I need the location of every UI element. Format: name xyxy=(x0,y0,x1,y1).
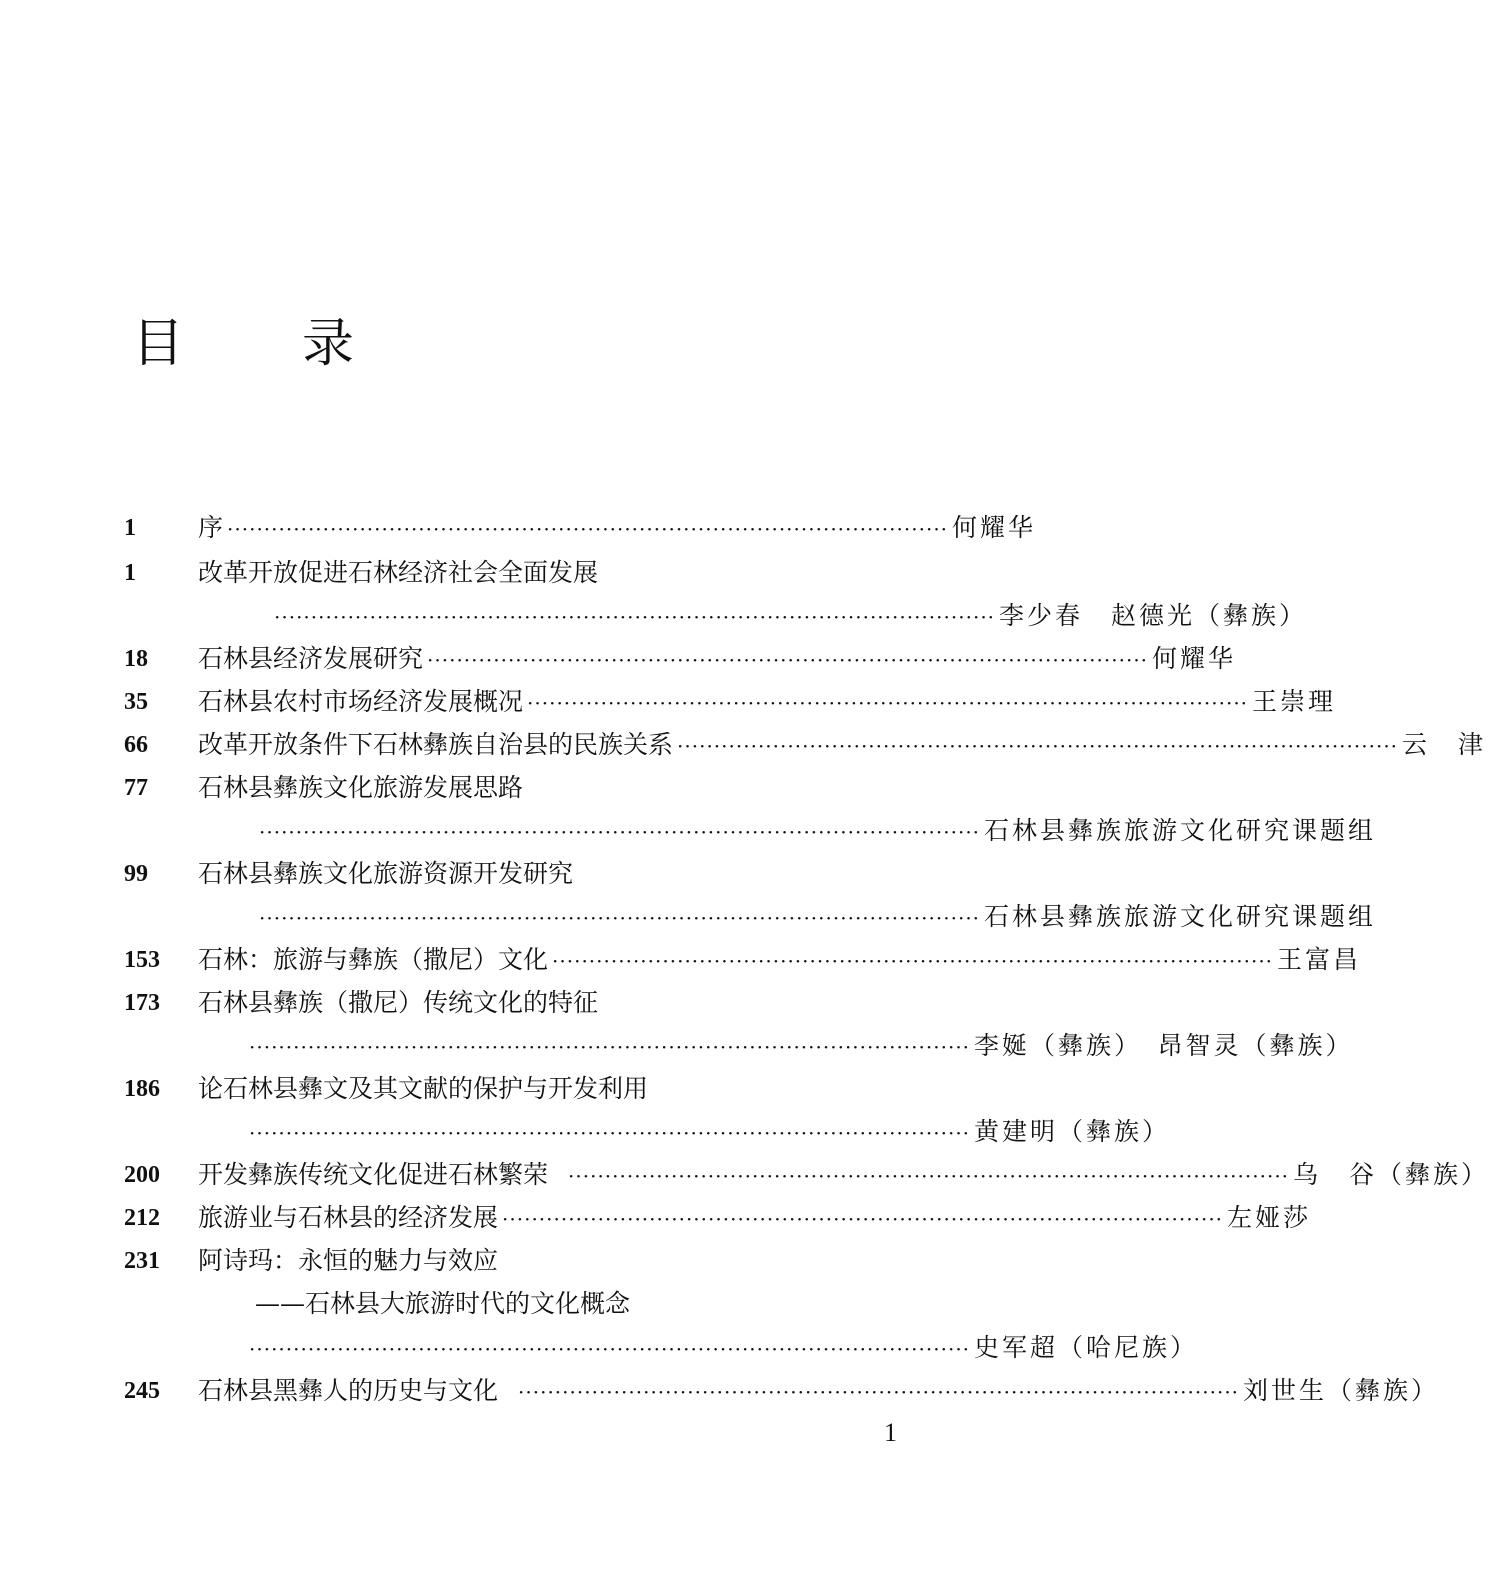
toc-entry-continuation xyxy=(0,596,1308,636)
entry-title: 论石林县彝文及其文献的保护与开发利用 xyxy=(198,1074,649,1103)
entry-author: 云 津 xyxy=(1402,730,1487,759)
toc-entry xyxy=(0,639,1237,679)
toc-entry-continuation xyxy=(0,897,1377,937)
toc-entry-continuation xyxy=(0,1328,1199,1368)
entry-page: 200 xyxy=(124,1162,160,1188)
leader-dots: ·································································································· xyxy=(518,1380,1240,1404)
leader-dots: ·································································································· xyxy=(259,820,981,844)
entry-author: 史军超（哈尼族） xyxy=(974,1333,1199,1362)
entry-author: 李少春 赵德光（彝族） xyxy=(999,601,1308,630)
toc-entry xyxy=(0,854,1061,894)
entry-page: 245 xyxy=(124,1378,160,1404)
entry-page: 212 xyxy=(124,1205,160,1231)
leader-dots: ·································································································· xyxy=(527,691,1249,715)
toc-heading xyxy=(132,314,355,374)
entry-author: 何耀华 xyxy=(952,513,1037,542)
entry-page: 1 xyxy=(124,560,136,586)
leader-dots: ·································································································· xyxy=(502,1207,1224,1231)
entry-title: 石林县彝族（撒尼）传统文化的特征 xyxy=(198,988,599,1017)
leader-dots: ·································································································· xyxy=(568,1164,1290,1188)
toc-entry xyxy=(0,1241,1061,1281)
leader-dots: ·································································································· xyxy=(274,605,996,629)
entry-title: 石林：旅游与彝族（撒尼）文化 xyxy=(198,945,549,974)
entry-author: 王崇理 xyxy=(1252,687,1337,716)
entry-title: 石林县经济发展研究 xyxy=(198,644,424,673)
leader-dots: ·································································································· xyxy=(227,517,949,541)
toc-entry xyxy=(0,768,1061,808)
entry-page: 35 xyxy=(124,689,148,715)
entry-author: 石林县彝族旅游文化研究课题组 xyxy=(984,902,1377,931)
entry-title: 开发彝族传统文化促进石林繁荣 xyxy=(198,1160,549,1189)
entry-author: 左娅莎 xyxy=(1227,1203,1312,1232)
toc-entry xyxy=(0,1069,1061,1109)
entry-title: 改革开放促进石林经济社会全面发展 xyxy=(198,558,599,587)
entry-title: 序 xyxy=(198,513,224,542)
toc-entry xyxy=(0,725,1487,765)
entry-author: 刘世生（彝族） xyxy=(1243,1376,1440,1405)
entry-title: 改革开放条件下石林彝族自治县的民族关系 xyxy=(198,730,674,759)
entry-title: 石林县农村市场经济发展概况 xyxy=(198,687,524,716)
leader-dots: ·································································································· xyxy=(677,734,1399,758)
toc-entry xyxy=(0,1371,1440,1411)
leader-dots: ·································································································· xyxy=(249,1035,971,1059)
entry-title: 石林县彝族文化旅游发展思路 xyxy=(198,773,524,802)
entry-author: 石林县彝族旅游文化研究课题组 xyxy=(984,816,1377,845)
toc-entry-continuation xyxy=(0,1112,1171,1152)
toc-entry xyxy=(0,1155,1489,1195)
leader-dots: ·································································································· xyxy=(427,648,1149,672)
toc-entry xyxy=(0,1198,1312,1238)
entry-page: 77 xyxy=(124,775,148,801)
toc-entry xyxy=(0,508,1061,548)
entry-author: 何耀华 xyxy=(1152,644,1237,673)
page-number: 1 xyxy=(884,1418,897,1447)
entry-page: 66 xyxy=(124,732,148,758)
toc-entry xyxy=(0,940,1362,980)
entry-author: 王富昌 xyxy=(1277,945,1362,974)
entry-author: 黄建明（彝族） xyxy=(974,1117,1171,1146)
entry-page: 1 xyxy=(124,515,136,541)
toc-entry xyxy=(0,553,1061,593)
heading-char-mu: 目 xyxy=(132,314,185,374)
toc-entry xyxy=(0,682,1337,722)
toc-entry-continuation xyxy=(0,1026,1354,1066)
leader-dots: ·································································································· xyxy=(249,1337,971,1361)
entry-page: 18 xyxy=(124,646,148,672)
entry-title: 石林县黑彝人的历史与文化 xyxy=(198,1376,499,1405)
entry-page: 153 xyxy=(124,947,160,973)
entry-title: 旅游业与石林县的经济发展 xyxy=(198,1203,499,1232)
toc-entry-continuation xyxy=(0,811,1377,851)
entry-page: 173 xyxy=(124,990,160,1016)
entry-subtitle: ——石林县大旅游时代的文化概念 xyxy=(255,1289,631,1318)
entry-title: 阿诗玛：永恒的魅力与效应 xyxy=(198,1246,499,1275)
leader-dots: ·································································································· xyxy=(249,1121,971,1145)
leader-dots: ·································································································· xyxy=(259,906,981,930)
leader-dots: ·································································································· xyxy=(552,949,1274,973)
heading-char-lu: 录 xyxy=(302,314,355,374)
entry-page: 99 xyxy=(124,861,148,887)
toc-entry-subtitle xyxy=(0,1284,1061,1324)
entry-page: 231 xyxy=(124,1248,160,1274)
toc-entry xyxy=(0,983,1061,1023)
entry-author: 李娫（彝族） 昂智灵（彝族） xyxy=(974,1031,1354,1060)
entry-title: 石林县彝族文化旅游资源开发研究 xyxy=(198,859,574,888)
entry-page: 186 xyxy=(124,1076,160,1102)
entry-author: 乌 谷（彝族） xyxy=(1293,1160,1489,1189)
